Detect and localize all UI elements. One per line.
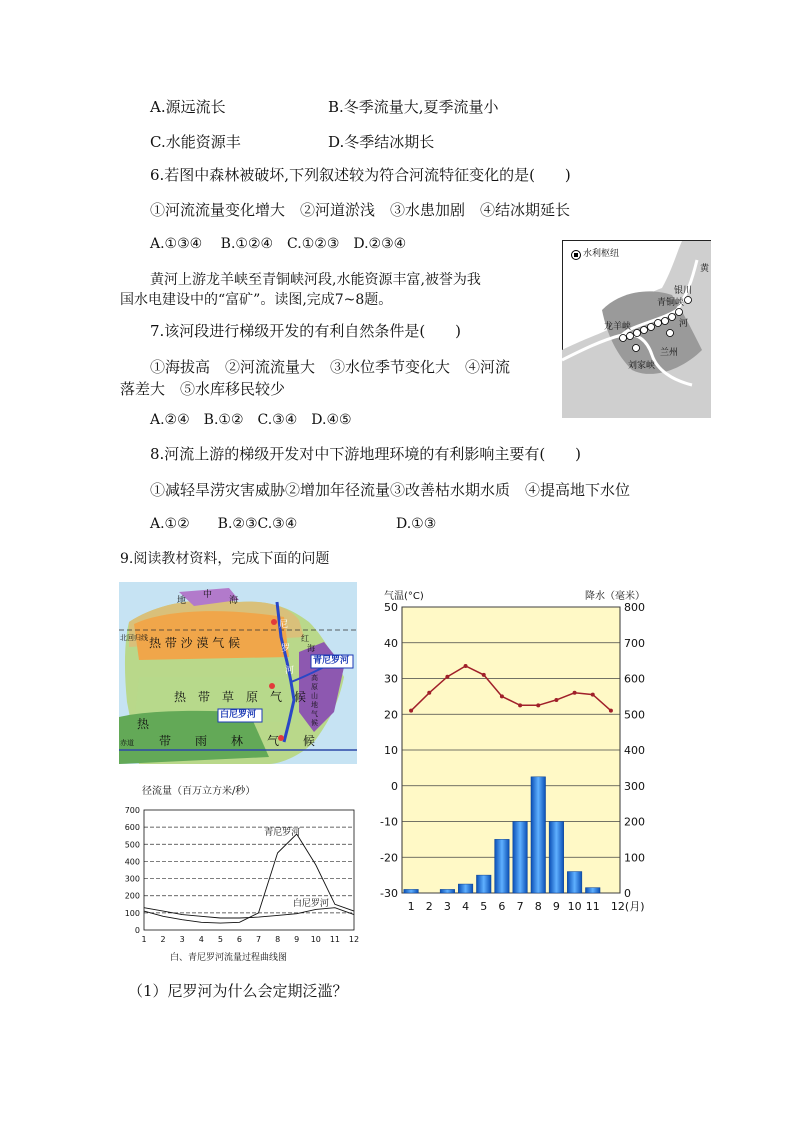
temp-ytick: 10 xyxy=(384,744,398,757)
flow-xtick: 11 xyxy=(329,935,341,944)
precip-bar xyxy=(476,875,491,893)
legend-dam-icon xyxy=(572,251,581,260)
flow-xtick: 3 xyxy=(179,935,185,944)
climate-chart xyxy=(380,585,664,915)
temp-ytick: -10 xyxy=(380,815,398,829)
temperature-point xyxy=(445,675,449,679)
white-nile-series-label: 白尼罗河 xyxy=(292,898,329,909)
precip-bar xyxy=(440,889,455,893)
label-luo: 罗 xyxy=(281,644,291,654)
temp-axis-label: 气温(°C) xyxy=(384,591,424,602)
flow-ytick: 500 xyxy=(124,840,140,850)
blue-nile-series-label: 青尼罗河 xyxy=(264,828,301,839)
label-qingtongxia: 青铜峡 xyxy=(657,298,685,308)
flow-xtick: 2 xyxy=(160,935,166,944)
intro-line1: 黄河上游龙羊峡至青铜峡河段,水能资源丰富,被誉为我 xyxy=(150,272,481,288)
temp-ytick: -20 xyxy=(380,851,398,865)
q6-items: ①河流流量变化增大 ②河道淤浅 ③水患加剧 ④结冰期延长 xyxy=(150,201,571,219)
flow-plot-frame xyxy=(144,810,354,930)
label-hai: 海 xyxy=(229,596,239,606)
climate-xtick: 5 xyxy=(480,900,488,913)
q8-options-abc: A.①② B.②③C.③④ xyxy=(150,516,298,532)
q5-option-c: C.水能资源丰 xyxy=(150,133,241,151)
climate-xtick: 6 xyxy=(498,900,506,913)
label-white-nile: 白尼罗河 xyxy=(220,710,257,720)
temperature-point xyxy=(464,664,468,668)
label-tropic: 北回归线 xyxy=(120,634,148,642)
label-huang: 黄 xyxy=(700,264,710,274)
temp-ytick: 30 xyxy=(384,672,398,686)
temp-ytick: 20 xyxy=(384,708,398,722)
label-savanna-climate: 热 带 草 原 气 候 xyxy=(174,690,307,704)
flow-ytick: 100 xyxy=(124,908,140,918)
label-ni: 尼 xyxy=(279,620,289,630)
precip-bar xyxy=(495,839,510,893)
q5-option-b: B.冬季流量大,夏季流量小 xyxy=(328,98,499,116)
label-rainforest-1: 热 xyxy=(137,717,150,731)
temp-ytick: 50 xyxy=(384,601,398,614)
climate-xtick: 3 xyxy=(443,900,451,913)
precip-ytick: 400 xyxy=(624,744,645,757)
label-desert-climate: 热 带 沙 漠 气 候 xyxy=(149,636,241,650)
flow-ylabel: 径流量（百万立方米/秒） xyxy=(142,786,256,797)
climate-xtick: 9 xyxy=(552,900,560,913)
nile-flow-chart xyxy=(112,786,362,966)
climate-xtick: 1 xyxy=(407,900,415,913)
climate-xtick: 7 xyxy=(516,900,524,913)
africa-climate-map xyxy=(119,582,357,764)
q5-option-a: A.源远流长 xyxy=(150,98,226,116)
flow-xtick: 5 xyxy=(217,935,223,944)
label-yinchuan: 银川 xyxy=(674,286,693,296)
flow-xtick: 8 xyxy=(275,935,281,944)
flow-xtick: 9 xyxy=(294,935,300,944)
precip-bar xyxy=(567,872,582,893)
flow-xtick: 6 xyxy=(236,935,243,944)
climate-xtick: 11 xyxy=(585,900,600,913)
precip-bar xyxy=(585,888,600,893)
flow-xtick: 10 xyxy=(310,935,321,944)
precip-axis-label: 降水（毫米） xyxy=(585,591,645,602)
precip-ytick: 200 xyxy=(624,815,645,829)
label-rainforest-2: 带 雨 林 气 候 xyxy=(159,734,316,748)
temperature-point xyxy=(591,693,595,697)
q6-options: A.①③④ B.①②④ C.①②③ D.②③④ xyxy=(150,236,407,252)
yellow-river-map xyxy=(562,240,711,418)
temperature-point xyxy=(427,691,431,695)
temperature-point xyxy=(609,709,613,713)
label-zhong: 中 xyxy=(203,590,213,600)
temperature-point xyxy=(482,673,486,677)
label-nile-he: 河 xyxy=(285,666,295,676)
precip-ytick: 300 xyxy=(624,779,645,793)
label-he: 河 xyxy=(679,319,689,329)
flow-xtick: 7 xyxy=(255,935,262,944)
temp-ytick: 40 xyxy=(384,636,398,650)
q5-option-d: D.冬季结冰期长 xyxy=(328,133,435,151)
precip-bar xyxy=(513,822,528,894)
q7-items-line2: 落差大 ⑤水库移民较少 xyxy=(120,380,286,398)
q7-items-line1: ①海拔高 ②河流流量大 ③水位季节变化大 ④河流 xyxy=(150,358,511,376)
temp-ytick: -30 xyxy=(380,887,398,900)
temperature-point xyxy=(409,709,413,713)
q9-stem: 9.阅读教材资料，完成下面的问题 xyxy=(120,551,330,567)
label-equator: 赤道 xyxy=(120,739,134,747)
q9-sub1: （1）尼罗河为什么会定期泛滥？ xyxy=(128,982,348,1000)
label-di: 地 xyxy=(177,596,187,606)
q8-option-d: D.①③ xyxy=(396,516,437,532)
label-blue-nile: 青尼罗河 xyxy=(313,656,350,666)
precip-bar xyxy=(404,889,419,893)
flow-xtick: 12 xyxy=(348,935,360,944)
label-hong: 红 xyxy=(301,634,309,643)
precip-ytick: 800 xyxy=(624,601,645,614)
climate-xtick: 10 xyxy=(567,900,582,913)
q6-stem: 6.若图中森林被破坏,下列叙述较为符合河流特征变化的是( ) xyxy=(150,166,571,184)
q8-stem: 8.河流上游的梯级开发对中下游地理环境的有利影响主要有( ) xyxy=(150,445,582,463)
flow-ytick: 0 xyxy=(134,926,140,935)
temp-ytick: 0 xyxy=(391,779,398,793)
label-longyangxia: 龙羊峡 xyxy=(604,322,632,332)
precip-ytick: 100 xyxy=(624,851,645,865)
intro-line2: 国水电建设中的“富矿”。读图,完成7~8题。 xyxy=(120,292,393,308)
flow-ytick: 300 xyxy=(124,874,140,884)
climate-xtick: 2 xyxy=(425,900,433,913)
precip-bar xyxy=(531,777,546,893)
label-plateau-climate: 高原山地气候 xyxy=(311,674,318,727)
precip-ytick: 0 xyxy=(624,887,631,900)
flow-ytick: 200 xyxy=(124,891,140,901)
flow-ytick: 600 xyxy=(124,823,140,833)
temperature-point xyxy=(518,703,522,707)
flow-ytick: 700 xyxy=(124,806,140,815)
label-lanzhou: 兰州 xyxy=(660,348,679,358)
climate-xtick: 12(月) xyxy=(610,900,645,913)
flow-xtick: 1 xyxy=(141,935,147,944)
temperature-point xyxy=(536,703,540,707)
q8-items: ①减轻旱涝灾害威胁②增加年径流量③改善枯水期水质 ④提高地下水位 xyxy=(150,481,631,499)
precip-bar xyxy=(549,822,564,894)
temperature-point xyxy=(573,691,577,695)
legend-dam-label: 水利枢纽 xyxy=(583,249,620,259)
flow-caption: 白、青尼罗河流量过程曲线图 xyxy=(170,953,288,963)
climate-xtick: 8 xyxy=(534,900,542,913)
q7-options: A.②④ B.①② C.③④ D.④⑤ xyxy=(150,412,352,428)
label-liujiaxia: 刘家峡 xyxy=(628,361,656,371)
flow-ytick: 400 xyxy=(124,857,140,867)
label-hai2: 海 xyxy=(307,644,315,653)
precip-ytick: 600 xyxy=(624,672,645,686)
precip-bar xyxy=(458,884,473,893)
temperature-point xyxy=(554,698,558,702)
flow-xtick: 4 xyxy=(198,935,204,944)
precip-ytick: 500 xyxy=(624,708,645,722)
temperature-point xyxy=(500,694,504,698)
precip-ytick: 700 xyxy=(624,636,645,650)
climate-xtick: 4 xyxy=(462,900,470,913)
q7-stem: 7.该河段进行梯级开发的有利自然条件是( ) xyxy=(150,322,462,340)
